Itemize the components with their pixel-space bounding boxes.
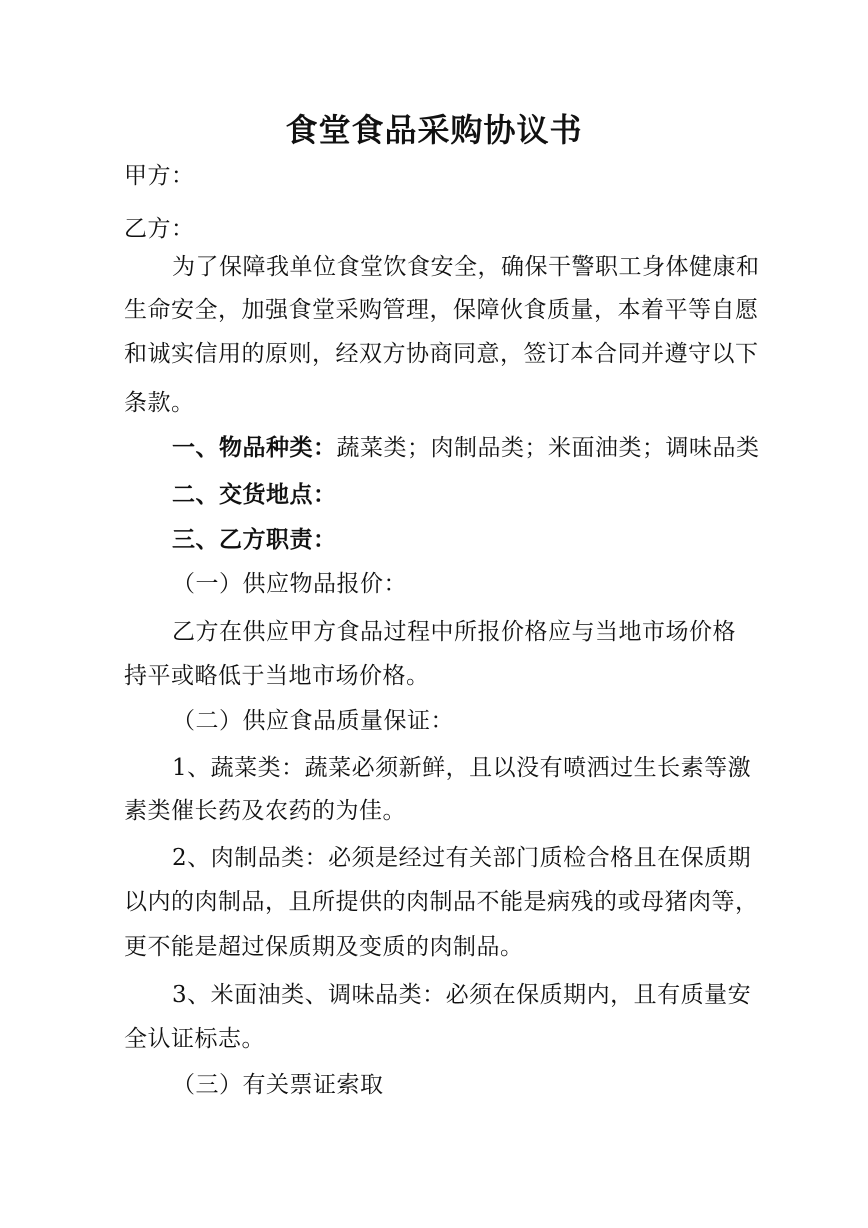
- item3-line-2: 全认证标志。: [124, 1026, 265, 1052]
- item2-line-2: 以内的肉制品，且所提供的肉制品不能是病残的或母猪肉等，: [124, 889, 759, 915]
- intro-line-1: 为了保障我单位食堂饮食安全，确保干警职工身体健康和: [172, 254, 760, 280]
- intro-line-3: 和诚实信用的原则，经双方协商同意，签订本合同并遵守以下: [124, 341, 759, 367]
- sub1-line-2: 持平或略低于当地市场价格。: [124, 663, 430, 689]
- intro-line-4: 条款。: [124, 390, 195, 416]
- document-title: 食堂食品采购协议书: [285, 111, 583, 149]
- item2-line-1: 2、肉制品类：必须是经过有关部门质检合格且在保质期: [172, 845, 752, 871]
- section1-row: [172, 433, 812, 463]
- section1-content: 蔬菜类；肉制品类；米面油类；调味品类: [336, 435, 760, 461]
- party-a-label: 甲方：: [124, 163, 195, 189]
- section3-heading: 三、乙方职责：: [172, 526, 337, 553]
- party-b-label: 乙方：: [124, 216, 195, 242]
- sub1-line-1: 乙方在供应甲方食品过程中所报价格应与当地市场价格: [172, 619, 736, 645]
- intro-line-2: 生命安全，加强食堂采购管理，保障伙食质量，本着平等自愿: [124, 297, 759, 323]
- sub2-heading: （二）供应食品质量保证：: [172, 708, 454, 734]
- item1-line-1: 1、蔬菜类：蔬菜必须新鲜，且以没有喷洒过生长素等激: [172, 755, 752, 781]
- item3-line-1: 3、米面油类、调味品类：必须在保质期内，且有质量安: [172, 982, 752, 1008]
- item2-line-3: 更不能是超过保质期及变质的肉制品。: [124, 934, 524, 960]
- sub1-heading: （一）供应物品报价：: [172, 571, 407, 597]
- sub3-heading: （三）有关票证索取: [172, 1072, 384, 1098]
- section2-heading: 二、交货地点：: [172, 481, 337, 508]
- item1-line-2: 素类催长药及农药的为佳。: [124, 798, 406, 824]
- section1-heading: 一、物品种类：: [172, 434, 337, 461]
